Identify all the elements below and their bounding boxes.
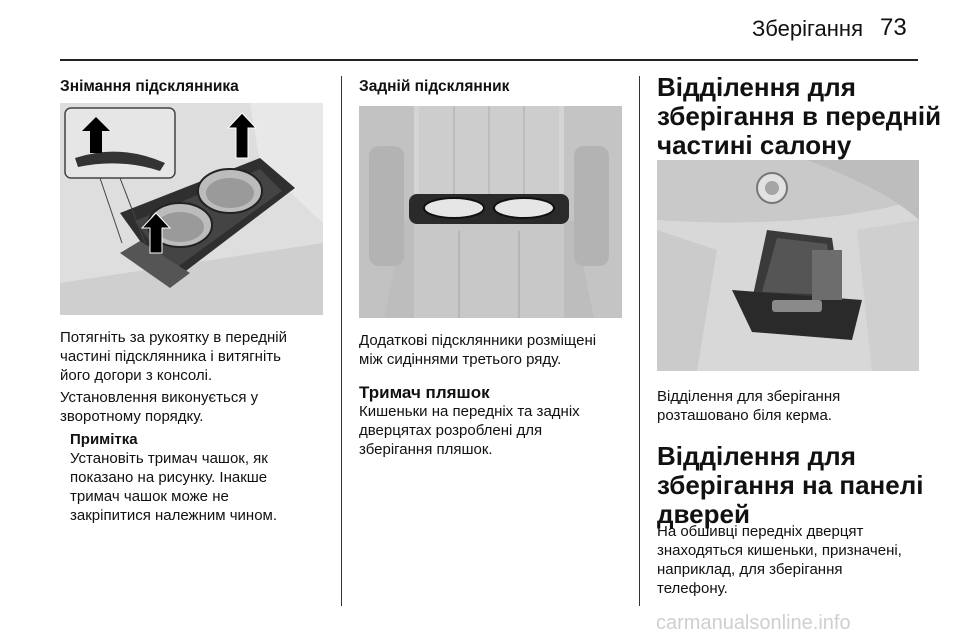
note-title: Примітка xyxy=(70,431,138,448)
page-number: 73 xyxy=(880,14,907,41)
door-storage-text: На обшивці передніх дверцят знаходяться кишеньки, призначені, наприклад, для зберігання телефону. xyxy=(657,523,902,597)
column-divider-1 xyxy=(341,76,342,606)
door-storage-heading: Відділення для зберігання на панелі дверей xyxy=(657,441,924,529)
bottle-holder-text: Кишеньки на передніх та задніх дверцятах розроблені для зберігання пляшок. xyxy=(359,403,580,458)
column-divider-2 xyxy=(639,76,640,606)
rear-cupholder-figure xyxy=(359,106,622,318)
front-storage-figure xyxy=(657,160,919,371)
cupholder-removal-text: Потягніть за рукоятку в передній частині підсклянника і витягніть його догори з консолі. xyxy=(60,329,287,384)
front-storage-heading: Відділення для зберігання в передній частині салону xyxy=(657,72,942,160)
cupholder-removal-figure xyxy=(60,103,323,315)
cupholder-install-text: Установлення виконується у зворотному порядку. xyxy=(60,389,259,425)
bottle-holder-heading: Тримач пляшок xyxy=(359,383,490,402)
header-rule xyxy=(60,59,918,61)
rear-cupholder-text: Додаткові підсклянники розміщені між сидіннями третього ряду. xyxy=(359,332,597,368)
note-text: Установіть тримач чашок, як показано на рисунку. Інакше тримач чашок може не закріпитися належним чином. xyxy=(70,450,278,524)
rear-cupholder-heading: Задній підсклянник xyxy=(359,78,510,95)
section-title: Зберігання xyxy=(752,16,863,41)
front-storage-text: Відділення для зберігання розташовано біля керма. xyxy=(657,388,841,424)
cupholder-removal-heading: Знімання підсклянника xyxy=(60,78,239,95)
watermark: carmanualsonline.info xyxy=(656,612,851,634)
